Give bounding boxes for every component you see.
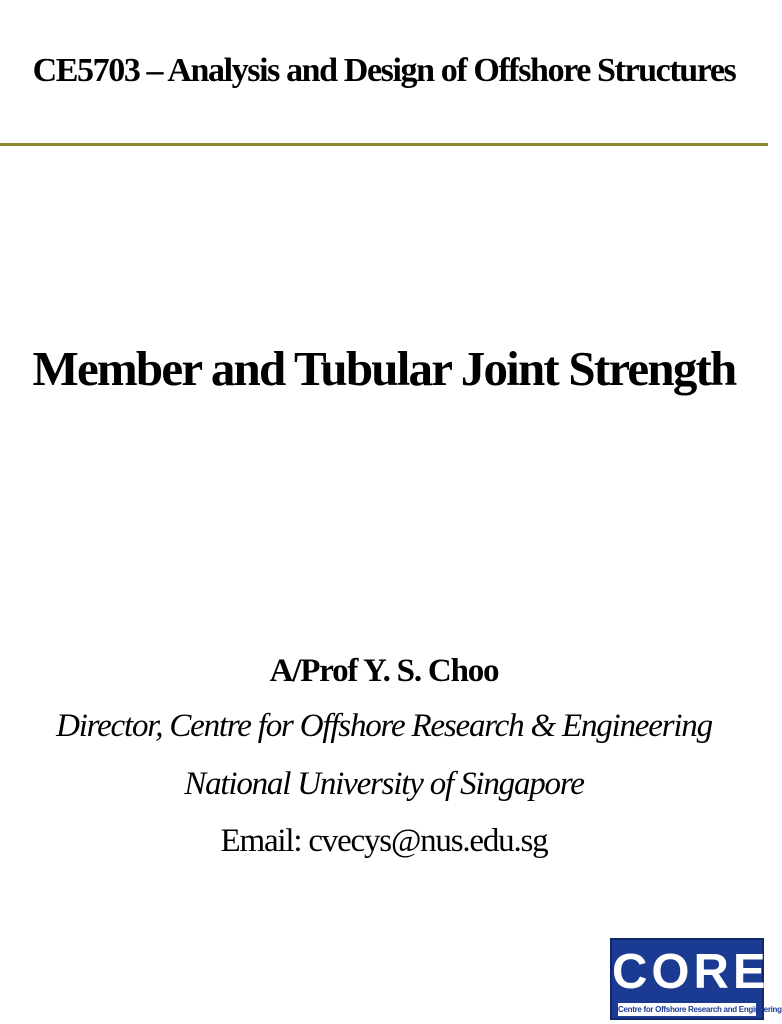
presenter-role: Director, Centre for Offshore Research & Engineering — [56, 708, 712, 744]
presenter-name: A/Prof Y. S. Choo — [269, 653, 499, 689]
header-divider — [0, 143, 768, 146]
slide-header — [0, 0, 768, 146]
slide-title: Member and Tubular Joint Strength — [32, 341, 736, 396]
course-title: CE5703 – Analysis and Design of Offshore Structures — [32, 52, 736, 89]
presenter-email: Email: cvecys@nus.edu.sg — [220, 823, 548, 859]
core-logo-wordmark: CORE — [612, 945, 770, 999]
presenter-info — [0, 645, 768, 869]
presenter-institution: National University of Singapore — [184, 766, 584, 802]
core-logo — [610, 938, 782, 1020]
core-logo-caption: Centre for Offshore Research and Engineering — [618, 1005, 782, 1014]
